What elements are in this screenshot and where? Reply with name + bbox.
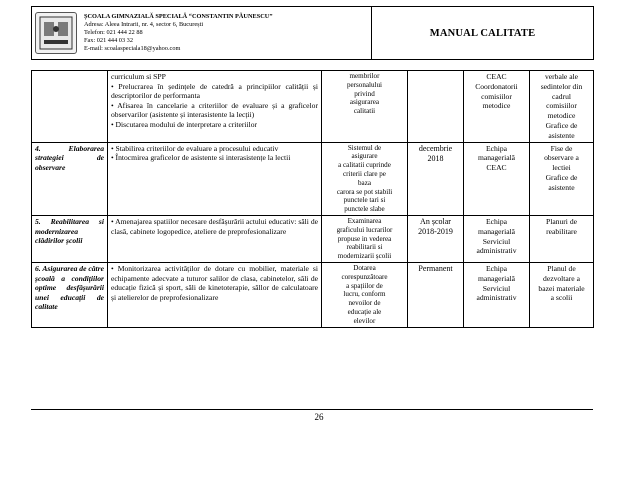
- responsible-cell: [464, 71, 530, 143]
- success-indicator-line: elevilor: [353, 316, 376, 325]
- evidence-cell: [530, 215, 594, 262]
- responsible-line: Serviciul: [482, 283, 511, 293]
- evidence-line: reabilitare: [546, 226, 577, 236]
- success-indicator-line: calitatii: [353, 107, 376, 116]
- responsible-line: Echipa: [485, 216, 508, 226]
- deadline-cell: [408, 142, 464, 215]
- deadline-line: decembrie: [418, 143, 453, 153]
- evidence-cell: [530, 142, 594, 215]
- evidence-line: sedintelor din: [540, 81, 583, 91]
- evidence-line: lectiei: [552, 163, 571, 173]
- activities-line: • Întocmirea graficelor de asistente si interasistențe la lectii: [111, 153, 291, 163]
- activities-line: • Prelucrarea în ședințele de catedră a principiilor calității și descriptorilor de performanta: [111, 81, 318, 101]
- document-title: MANUAL CALITATE: [429, 27, 536, 39]
- activities-cell: [108, 215, 322, 262]
- success-indicator-line: propuse in vederea: [337, 234, 392, 243]
- responsible-line: Serviciul: [482, 236, 511, 246]
- evidence-line: asistente: [548, 130, 575, 140]
- responsible-line: Echipa: [485, 263, 508, 273]
- responsible-line: Coordonatorii: [475, 81, 518, 91]
- table-row: [32, 71, 594, 143]
- evidence-line: Grafice de: [545, 120, 578, 130]
- responsible-line: managerială: [477, 226, 516, 236]
- deadline-cell: [408, 215, 464, 262]
- success-indicator-line: a spațiilor de: [346, 281, 383, 290]
- responsible-line: CEAC: [486, 72, 507, 81]
- page-number: 26: [314, 412, 324, 422]
- evidence-line: Planul de: [547, 263, 576, 273]
- success-indicator-cell: [322, 262, 408, 327]
- school-phone: Telefon: 021 444 22 88: [84, 29, 143, 36]
- success-indicator-line: asigurare: [351, 152, 378, 161]
- deadline-line: Permanent: [418, 263, 453, 273]
- deadline-cell: [408, 262, 464, 327]
- evidence-line: a scolii: [550, 293, 573, 303]
- success-indicator-line: carora se pot stabili: [336, 187, 393, 196]
- success-indicator-line: Sistemul de: [347, 143, 382, 152]
- success-indicator-line: Dotarea: [353, 263, 376, 272]
- activities-line: • Discutarea modului de interpretare a criteriilor: [111, 119, 258, 129]
- school-logo: [35, 12, 77, 54]
- activities-line: • Stabilirea criteriilor de evaluare a procesului educativ: [111, 143, 279, 153]
- objective-cell: 5. Reabilitarea si modernizarea clădirilor școlii: [32, 215, 108, 262]
- responsible-line: administrativ: [476, 293, 517, 303]
- quality-plan-table: [31, 70, 594, 328]
- success-indicator-line: graficului lucrarilor: [336, 225, 393, 234]
- activities-cell: [108, 262, 322, 327]
- success-indicator-line: corespunzătoare: [341, 272, 388, 281]
- deadline-line: 2018: [427, 153, 444, 163]
- responsible-line: CEAC: [486, 163, 507, 173]
- success-indicator-line: baza: [358, 178, 371, 187]
- table-row: [32, 215, 594, 262]
- table-row: [32, 262, 594, 327]
- success-indicator-line: reabilitarii si: [346, 243, 383, 252]
- activities-cell: [108, 71, 322, 143]
- evidence-line: observare a: [544, 153, 579, 163]
- success-indicator-line: personalului: [346, 80, 383, 89]
- evidence-cell: [530, 71, 594, 143]
- activities-line: • Amenajarea spatiilor necesare desfășurării actului educativ: săli de clasă, cabinete logopedice, ateliere de preprofesionalizare: [111, 216, 318, 236]
- evidence-line: Grafice de: [545, 172, 578, 182]
- school-fax: Fax: 021 444 03 32: [84, 37, 133, 44]
- deadline-line: An școlar: [420, 216, 451, 226]
- activities-cell: [108, 142, 322, 215]
- activities-line: curriculum si SPP: [111, 72, 166, 81]
- success-indicator-cell: [322, 142, 408, 215]
- success-indicator-cell: [322, 215, 408, 262]
- school-details: [84, 13, 272, 53]
- responsible-line: Echipa: [485, 143, 508, 153]
- success-indicator-line: asigurarea: [349, 98, 380, 107]
- responsible-cell: [464, 215, 530, 262]
- evidence-line: verbale ale: [544, 72, 579, 81]
- evidence-line: Fise de: [550, 143, 573, 153]
- activities-line: • Afisarea în cancelarie a criteriilor de evaluare și a graficelor observarilor (asistente și interasistente la lecții): [111, 100, 318, 120]
- table-body: [32, 71, 594, 328]
- responsible-line: metodice: [482, 101, 511, 111]
- evidence-line: comisiilor: [546, 101, 577, 111]
- objective-cell: 4. Elaborarea strategiei de observare: [32, 142, 108, 215]
- evidence-line: dezvoltare a: [543, 273, 580, 283]
- success-indicator-line: criterii clare pe: [343, 169, 386, 178]
- success-indicator-line: nevoilor de: [348, 299, 381, 308]
- school-email: E-mail: scoalaspeciala18@yahoo.com: [84, 45, 181, 52]
- objective-cell: [32, 71, 108, 143]
- responsible-line: managerială: [477, 273, 516, 283]
- success-indicator-line: punctele tari si: [343, 196, 386, 205]
- success-indicator-cell: [322, 71, 408, 143]
- responsible-cell: [464, 262, 530, 327]
- school-address: Adresa: Aleea Intrarii, nr. 4, sector 6, București: [84, 21, 204, 28]
- success-indicator-line: membrilor: [349, 72, 380, 80]
- evidence-line: Planuri de: [545, 216, 577, 226]
- success-indicator-line: Examinarea: [347, 216, 382, 225]
- evidence-line: bazei materiale: [538, 283, 585, 293]
- activities-line: • Monitorizarea activităților de dotare cu mobilier, materiale si echipamente adecvate a tuturor salilor de clasa, cabinetelor, săli de educație fizică și sport, săli de kinetoterapie, săllor de calculatoare și atelierelor de preprofesionalizare: [111, 263, 318, 302]
- objective-cell: 6. Asigurarea de către școală a condițiilor optime desfășurării unei educații de calitate: [32, 262, 108, 327]
- deadline-line: 2018-2019: [418, 226, 453, 236]
- evidence-line: asistente: [548, 182, 575, 192]
- school-info-block: [32, 7, 372, 59]
- evidence-line: cadrul: [552, 91, 571, 101]
- responsible-line: managerială: [477, 153, 516, 163]
- success-indicator-line: educație ale: [347, 307, 382, 316]
- document-header: [31, 6, 594, 60]
- success-indicator-line: lucru, conform: [343, 290, 386, 299]
- evidence-line: metodice: [547, 111, 576, 121]
- success-indicator-line: modernizarii școlii: [337, 252, 392, 261]
- responsible-line: administrativ: [476, 246, 517, 256]
- success-indicator-line: punctele slabe: [344, 205, 385, 214]
- success-indicator-line: a calitatii cuprinde: [338, 161, 391, 170]
- table-row: [32, 142, 594, 215]
- responsible-line: comisiilor: [481, 91, 512, 101]
- responsible-cell: [464, 142, 530, 215]
- success-indicator-line: privind: [354, 89, 375, 98]
- school-name: ȘCOALA GIMNAZIALĂ SPECIALĂ “CONSTANTIN PĂUNESCU”: [84, 13, 273, 20]
- evidence-cell: [530, 262, 594, 327]
- footer-rule: [31, 409, 593, 410]
- deadline-cell: [408, 71, 464, 143]
